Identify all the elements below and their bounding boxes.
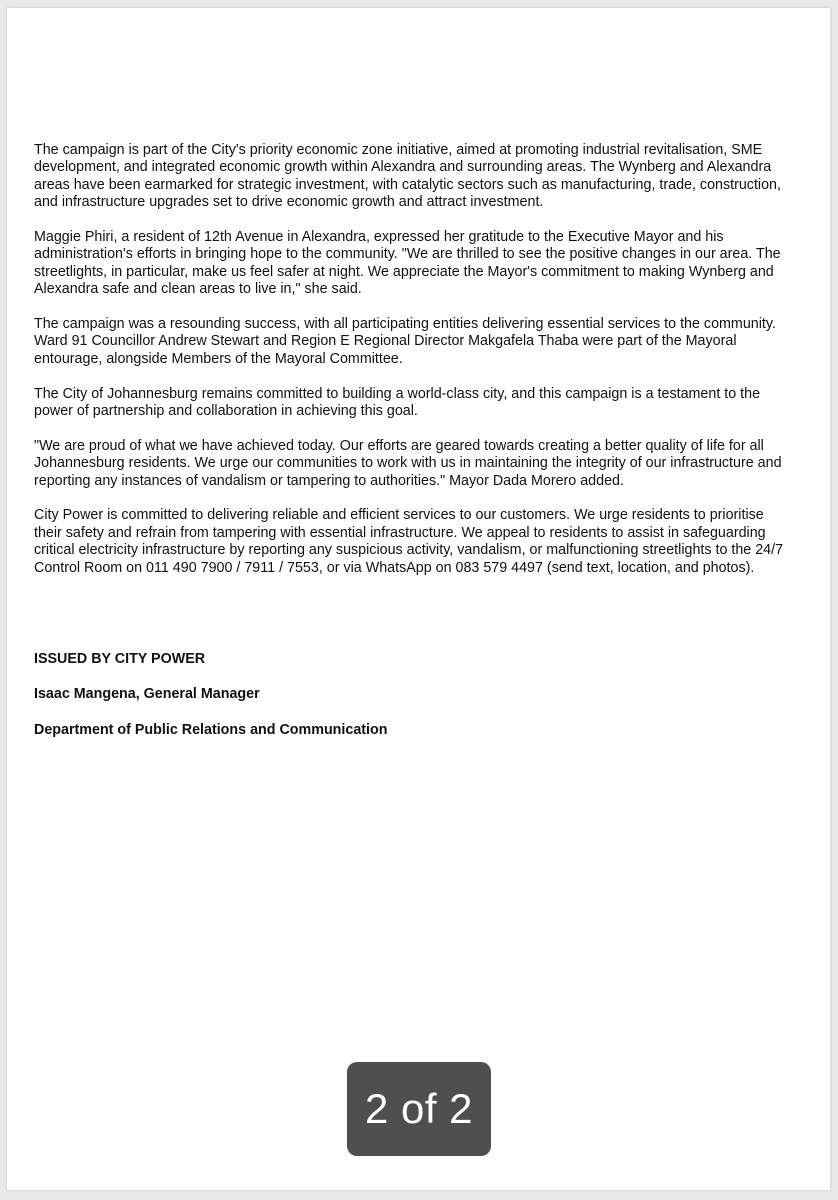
press-release-body xyxy=(34,142,794,594)
paragraph-campaign-success: The campaign was a resounding success, with all participating entities delivering essential services to the community. Ward 91 Councillor Andrew Stewart and Region E Regional Director Makgafela Thaba were part of the Mayoral entourage, alongside Members of the Mayoral Committee. xyxy=(34,316,776,367)
paragraph-city-power-appeal: City Power is committed to delivering reliable and efficient services to our customers. We urge residents to prioritise their safety and refrain from tampering with essential infrastructure. We appeal to residents to assist in safeguarding critical electricity infrastructure by reporting any suspicious activity, vandalism, or malfunctioning streetlights to the 24/7 Control Room on 011 490 7900 / 7911 / 7553, or via WhatsApp on 083 579 4497 (send text, location, and photos). xyxy=(34,507,784,576)
signoff-block xyxy=(34,651,794,757)
paragraph-economic-zone: The campaign is part of the City's priority economic zone initiative, aimed at promoting industrial revitalisation, SME development, and integrated economic growth within Alexandra and surrounding areas. The Wynberg and Alexandra areas have been earmarked for strategic investment, with catalytic sectors such as manufacturing, trade, construction, and infrastructure upgrades set to drive economic growth and attract investment. xyxy=(34,142,781,211)
document-page xyxy=(7,8,830,1190)
page-indicator: 2 of 2 xyxy=(347,1062,491,1156)
paragraph-city-commitment: The City of Johannesburg remains committed to building a world-class city, and this campaign is a testament to the power of partnership and collaboration in achieving this goal. xyxy=(34,385,761,420)
paragraph-resident-quote: Maggie Phiri, a resident of 12th Avenue in Alexandra, expressed her gratitude to the Executive Mayor and his administration's efforts in bringing hope to the community. "We are thrilled to see the positive changes in our area. The streetlights, in particular, make us feel safer at night. We appreciate the Mayor's commitment to making Wynberg and Alexandra safe and clean areas to live in," she said. xyxy=(34,229,781,298)
department-name: Department of Public Relations and Communication xyxy=(34,721,388,738)
paragraph-mayor-quote: "We are proud of what we have achieved today. Our efforts are geared towards creating a better quality of life for all Johannesburg residents. We urge our communities to work with us in maintaining the integrity of our infrastructure and reporting any instances of vandalism or tampering to authorities." Mayor Dada Morero added. xyxy=(34,437,782,489)
issued-by: ISSUED BY CITY POWER xyxy=(34,651,206,667)
contact-name: Isaac Mangena, General Manager xyxy=(34,686,260,703)
